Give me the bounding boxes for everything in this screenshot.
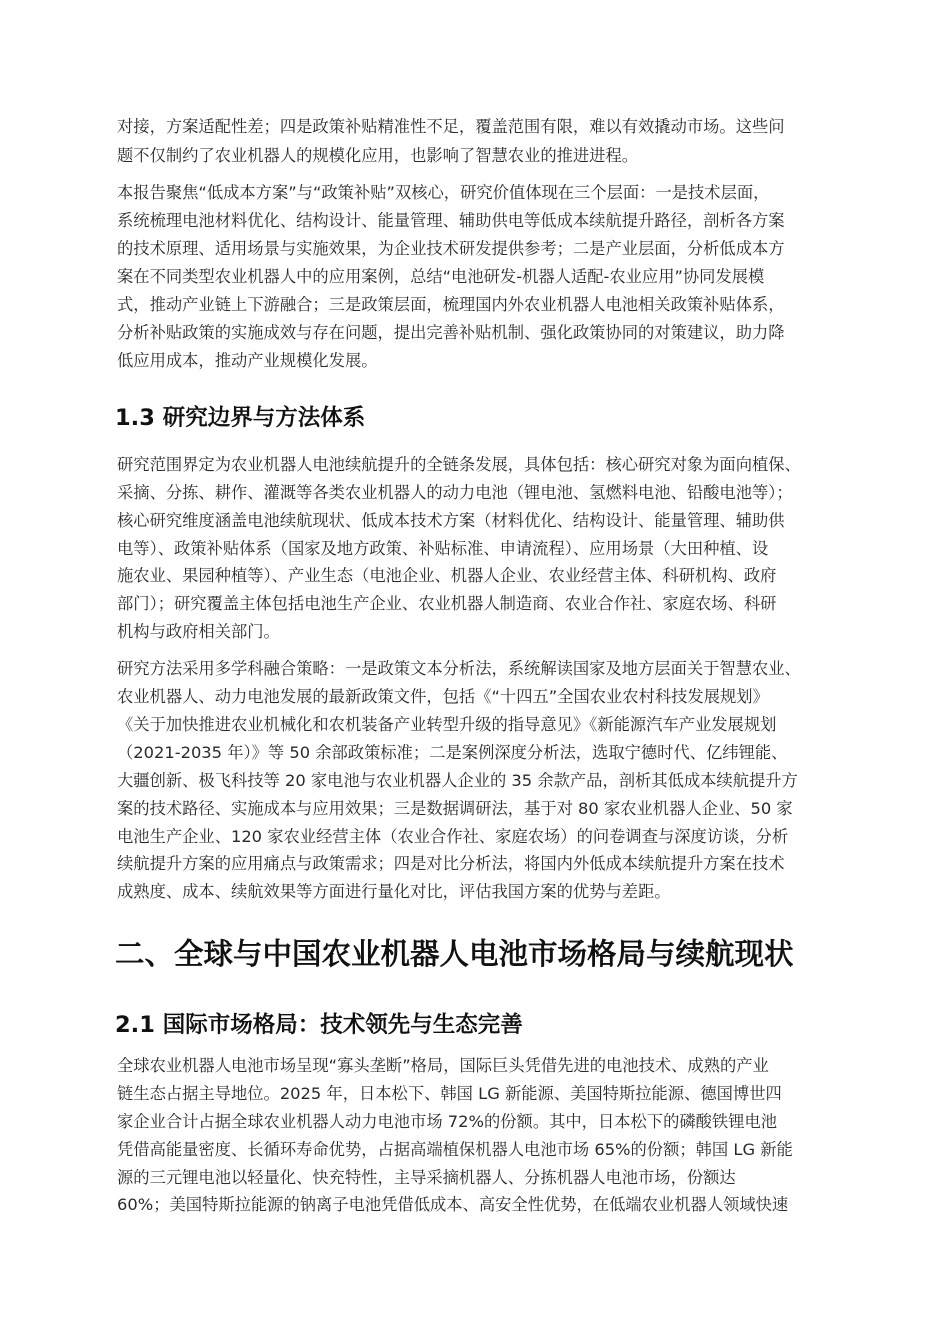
paragraph-line: 核心研究维度涵盖电池续航现状、低成本技术方案（材料优化、结构设计、能量管理、辅助供 (117, 511, 785, 530)
section-heading: 1.3 研究边界与方法体系 (115, 405, 366, 431)
paragraph-line: 部门）；研究覆盖主体包括电池生产企业、农业机器人制造商、农业合作社、家庭农场、科研 (117, 594, 777, 613)
paragraph-line: 机构与政府相关部门。 (117, 622, 280, 641)
paragraph-line: 60%；美国特斯拉能源的钠离子电池凭借低成本、高安全性优势，在低端农业机器人领域快速 (117, 1195, 789, 1214)
paragraph-line: 对接，方案适配性差；四是政策补贴精准性不足，覆盖范围有限，难以有效撬动市场。这些问 (117, 117, 785, 136)
paragraph-line: 采摘、分拣、耕作、灌溉等各类农业机器人的动力电池（锂电池、氢燃料电池、铅酸电池等）； (117, 483, 793, 502)
paragraph-line: 家企业合计占据全球农业机器人动力电池市场 72%的份额。其中，日本松下的磷酸铁锂电池 (117, 1112, 778, 1131)
chapter-heading: 二、全球与中国农业机器人电池市场格局与续航现状 (115, 937, 794, 971)
paragraph-line: 低应用成本，推动产业规模化发展。 (117, 351, 378, 370)
paragraph-line: 分析补贴政策的实施成效与存在问题，提出完善补贴机制、强化政策协同的对策建议，助力降 (117, 323, 785, 342)
paragraph-line: 的技术原理、适用场景与实施效果，为企业技术研发提供参考；二是产业层面，分析低成本方 (117, 239, 785, 258)
paragraph-line: 农业机器人、动力电池发展的最新政策文件，包括《“十四五”全国农业农村科技发展规划》 (117, 687, 769, 706)
paragraph-line: 续航提升方案的应用痛点与政策需求；四是对比分析法，将国内外低成本续航提升方案在技术 (117, 854, 785, 873)
paragraph-line: 系统梳理电池材料优化、结构设计、能量管理、辅助供电等低成本续航提升路径，剖析各方案 (117, 211, 785, 230)
paragraph-line: 成熟度、成本、续航效果等方面进行量化对比，评估我国方案的优势与差距。 (117, 882, 671, 901)
paragraph-line: 凭借高能量密度、长循环寿命优势，占据高端植保机器人电池市场 65%的份额；韩国 LG 新能 (117, 1140, 793, 1159)
paragraph-line: 施农业、果园种植等）、产业生态（电池企业、机器人企业、农业经营主体、科研机构、政府 (117, 566, 777, 585)
section-heading: 2.1 国际市场格局：技术领先与生态完善 (115, 1012, 523, 1038)
paragraph-line: 案在不同类型农业机器人中的应用案例，总结“电池研发-机器人适配-农业应用”协同发展模 (117, 267, 765, 286)
paragraph-line: 式，推动产业链上下游融合；三是政策层面，梳理国内外农业机器人电池相关政策补贴体系， (117, 295, 785, 314)
paragraph-line: 《关于加快推进农业机械化和农机装备产业转型升级的指导意见》《新能源汽车产业发展规划 (117, 715, 777, 734)
paragraph-line: 案的技术路径、实施成本与应用效果；三是数据调研法，基于对 80 家农业机器人企业、50 家 (117, 799, 793, 818)
paragraph-line: 电池生产企业、120 家农业经营主体（农业合作社、家庭农场）的问卷调查与深度访谈，分析 (117, 827, 789, 846)
paragraph-line: 链生态占据主导地位。2025 年，日本松下、韩国 LG 新能源、美国特斯拉能源、德国博世四 (117, 1084, 782, 1103)
paragraph-line: 题不仅制约了农业机器人的规模化应用，也影响了智慧农业的推进进程。 (117, 146, 639, 165)
paragraph-line: 电等）、政策补贴体系（国家及地方政策、补贴标准、申请流程）、应用场景（大田种植、设 (117, 539, 769, 558)
paragraph-line: 研究方法采用多学科融合策略：一是政策文本分析法，系统解读国家及地方层面关于智慧农业、 (117, 659, 801, 678)
paragraph-line: 全球农业机器人电池市场呈现“寡头垄断”格局，国际巨头凭借先进的电池技术、成熟的产业 (117, 1056, 769, 1075)
paragraph-line: 大疆创新、极飞科技等 20 家电池与农业机器人企业的 35 余款产品，剖析其低成本续航提升方 (117, 771, 798, 790)
paragraph-line: 本报告聚焦“低成本方案”与“政策补贴”双核心，研究价值体现在三个层面：一是技术层面， (117, 183, 770, 202)
paragraph-line: 源的三元锂电池以轻量化、快充特性，主导采摘机器人、分拣机器人电池市场，份额达 (117, 1168, 736, 1187)
paragraph-line: 研究范围界定为农业机器人电池续航提升的全链条发展，具体包括：核心研究对象为面向植保、 (117, 455, 801, 474)
paragraph-line: （2021-2035 年）》等 50 余部政策标准；二是案例深度分析法，选取宁德时代、亿纬锂能、 (117, 743, 788, 762)
